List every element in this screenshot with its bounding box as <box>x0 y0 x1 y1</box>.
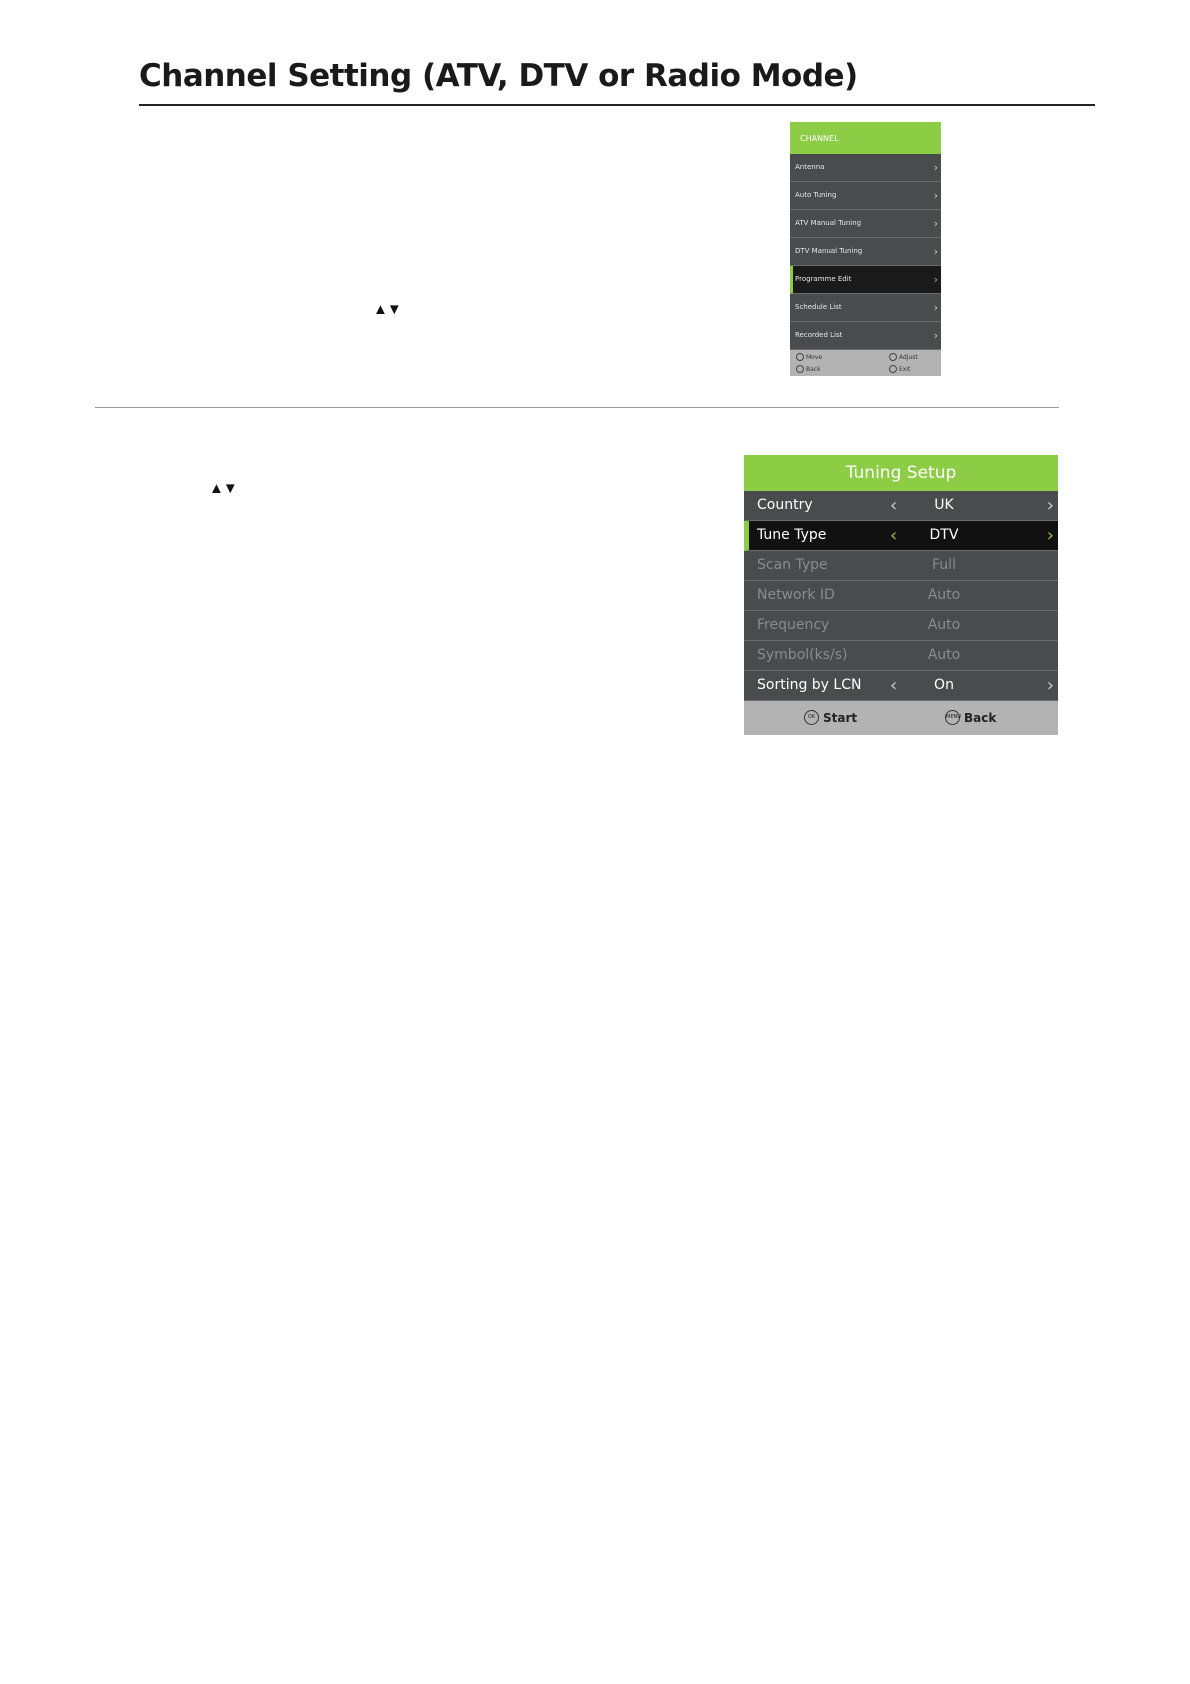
chevron-left-icon[interactable]: ‹ <box>890 525 898 546</box>
menu-item-auto-tuning[interactable] <box>790 182 941 210</box>
setting-label: Sorting by LCN <box>757 677 862 693</box>
chevron-right-icon: › <box>933 189 938 202</box>
setting-label: Symbol(ks/s) <box>757 647 848 663</box>
menu-item-programme-edit[interactable] <box>790 266 941 294</box>
setting-value: Auto <box>927 647 961 663</box>
chevron-right-icon: › <box>933 217 938 230</box>
setting-value: Auto <box>927 617 961 633</box>
chevron-right-icon: › <box>933 301 938 314</box>
channel-menu-footer <box>790 350 941 376</box>
menu-item-label: Recorded List <box>795 331 843 339</box>
setting-row-tune-type[interactable] <box>744 521 1058 551</box>
menu-item-label: ATV Manual Tuning <box>795 219 862 227</box>
adjust-key-icon <box>889 353 897 361</box>
setting-row-sorting-by-lcn[interactable] <box>744 671 1058 701</box>
channel-menu-header: CHANNEL <box>790 122 941 154</box>
chevron-right-icon: › <box>933 329 938 342</box>
setting-value: On <box>934 677 954 693</box>
tuning-setup-header: Tuning Setup <box>744 455 1058 491</box>
footer-start-hint[interactable]: OK Start <box>804 710 857 725</box>
chevron-left-icon[interactable]: ‹ <box>890 495 898 516</box>
menu-item-label: DTV Manual Tuning <box>795 247 863 255</box>
page-title: Channel Setting (ATV, DTV or Radio Mode) <box>139 58 858 94</box>
chevron-right-icon: › <box>933 161 938 174</box>
setting-row-country[interactable] <box>744 491 1058 521</box>
menu-key-icon: MENU <box>945 710 960 725</box>
setting-label: Scan Type <box>757 557 828 573</box>
move-key-icon <box>796 353 804 361</box>
menu-item-label: Programme Edit <box>795 275 852 283</box>
footer-exit-hint: Exit <box>889 365 910 373</box>
footer-adjust-hint: Adjust <box>889 353 918 361</box>
setting-label: Frequency <box>757 617 830 633</box>
setting-label: Tune Type <box>757 527 827 543</box>
setting-row-scan-type <box>744 551 1058 581</box>
up-down-arrows-icon: ▲▼ <box>373 301 401 318</box>
chevron-right-icon: › <box>933 273 938 286</box>
setting-row-network-id <box>744 581 1058 611</box>
up-down-arrows-icon: ▲▼ <box>209 480 237 497</box>
chevron-right-icon[interactable]: › <box>1046 495 1054 516</box>
setting-value: UK <box>934 497 954 513</box>
exit-key-icon <box>889 365 897 373</box>
menu-item-schedule-list[interactable] <box>790 294 941 322</box>
menu-key-icon <box>796 365 804 373</box>
menu-item-label: Auto Tuning <box>795 191 837 199</box>
setting-row-frequency <box>744 611 1058 641</box>
setting-row-symbol-rate <box>744 641 1058 671</box>
tuning-setup-footer <box>744 701 1058 735</box>
chevron-right-icon[interactable]: › <box>1046 675 1054 696</box>
menu-item-dtv-manual-tuning[interactable] <box>790 238 941 266</box>
menu-item-atv-manual-tuning[interactable] <box>790 210 941 238</box>
setting-value: Full <box>932 557 956 573</box>
channel-menu <box>790 122 941 376</box>
setting-label: Network ID <box>757 587 835 603</box>
menu-item-label: Antenna <box>795 163 825 171</box>
title-rule <box>139 104 1095 106</box>
footer-back-hint[interactable]: MENU Back <box>946 710 997 725</box>
chevron-left-icon[interactable]: ‹ <box>890 675 898 696</box>
ok-key-icon: OK <box>804 710 819 725</box>
menu-item-recorded-list[interactable] <box>790 322 941 350</box>
footer-back-hint: Back <box>796 365 821 373</box>
menu-item-antenna[interactable] <box>790 154 941 182</box>
setting-value: DTV <box>929 527 959 543</box>
tuning-setup-panel <box>744 455 1058 735</box>
setting-value: Auto <box>927 587 961 603</box>
section-divider <box>95 407 1059 408</box>
chevron-right-icon[interactable]: › <box>1046 525 1054 546</box>
setting-label: Country <box>757 497 813 513</box>
footer-move-hint: Move <box>796 353 822 361</box>
chevron-right-icon: › <box>933 245 938 258</box>
menu-item-label: Schedule List <box>795 303 842 311</box>
